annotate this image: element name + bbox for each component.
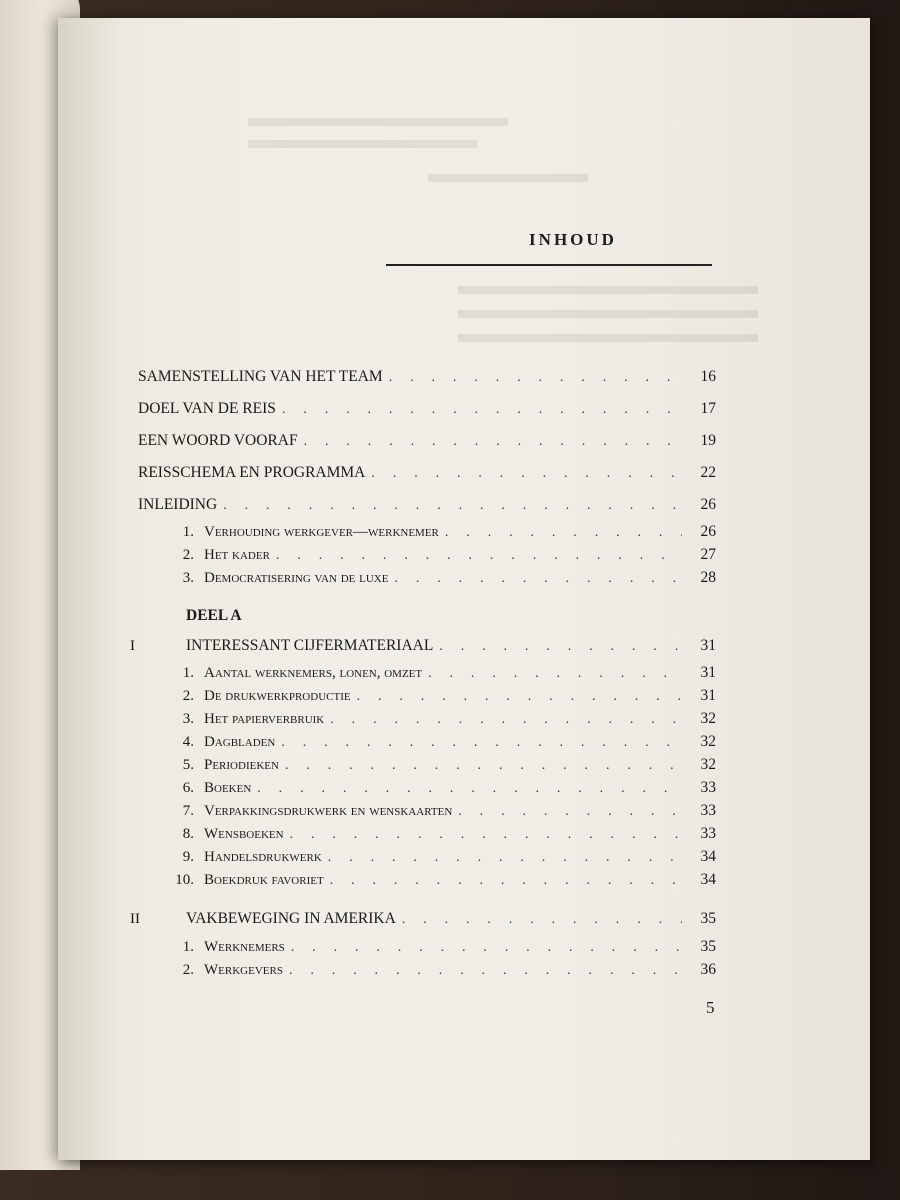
toc-subentry [168, 687, 716, 705]
toc-subentry [168, 733, 716, 751]
toc-subentry [168, 710, 716, 728]
show-through-line [248, 118, 508, 126]
heading-rule [386, 264, 712, 266]
chapter-roman: II [130, 911, 140, 927]
toc-entry-label: INLEIDING [138, 496, 218, 513]
show-through-line [458, 310, 758, 318]
leader-dots [290, 827, 682, 843]
subentry-number: 5. [182, 757, 194, 773]
subentry-number: 10. [175, 872, 194, 888]
chapter-title: INTERESSANT CIJFERMATERIAAL [186, 637, 434, 654]
subentry-number: 2. [182, 688, 194, 704]
leader-dots [394, 571, 682, 587]
subentry-label: Boeken [204, 780, 252, 796]
toc-entry-page: 22 [700, 464, 716, 481]
subentry-page: 32 [700, 710, 716, 727]
chapter-page: 31 [700, 637, 716, 654]
chapter-title: VAKBEWEGING IN AMERIKA [186, 910, 396, 927]
leader-dots [285, 758, 682, 774]
leader-dots [304, 434, 682, 450]
subentry-number: 3. [182, 711, 194, 727]
subentry-number: 7. [182, 803, 194, 819]
subentry-page: 34 [700, 848, 716, 865]
subentry-page: 35 [700, 938, 716, 955]
leader-dots [282, 402, 682, 418]
subentry-number: 3. [182, 570, 194, 586]
book-page [58, 18, 870, 1160]
toc-entry [138, 368, 716, 386]
subentry-number: 1. [182, 939, 194, 955]
subentry-label: Handelsdrukwerk [204, 849, 322, 865]
show-through-line [458, 286, 758, 294]
leader-dots [458, 804, 682, 820]
leader-dots [357, 689, 682, 705]
toc-subentry [168, 961, 716, 979]
leader-dots [257, 781, 682, 797]
leader-dots [281, 735, 682, 751]
toc-subentry [168, 871, 716, 889]
subentry-label: Werkgevers [204, 962, 283, 978]
toc-entry [138, 496, 716, 514]
leader-dots [428, 666, 682, 682]
toc-subentry [168, 779, 716, 797]
toc-entry [138, 400, 716, 418]
toc-entry-label: SAMENSTELLING VAN HET TEAM [138, 368, 383, 385]
leader-dots [291, 940, 682, 956]
leader-dots [328, 850, 682, 866]
toc-entry-label: DOEL VAN DE REIS [138, 400, 276, 417]
subentry-label: De drukwerkproductie [204, 688, 351, 704]
toc-subentry [168, 802, 716, 820]
leader-dots [371, 466, 682, 482]
subentry-page: 34 [700, 871, 716, 888]
subentry-label: Verhouding werkgever—werknemer [204, 524, 439, 540]
subentry-label: Boekdruk favoriet [204, 872, 324, 888]
show-through-line [458, 334, 758, 342]
leader-dots [402, 912, 682, 928]
toc-entry [138, 432, 716, 450]
subentry-page: 26 [700, 523, 716, 540]
leader-dots [445, 525, 682, 541]
part-heading: DEEL A [186, 607, 242, 624]
toc-subentry [168, 848, 716, 866]
leader-dots [223, 498, 682, 514]
subentry-page: 27 [700, 546, 716, 563]
subentry-number: 2. [182, 547, 194, 563]
subentry-number: 1. [182, 524, 194, 540]
chapter-entry [186, 910, 716, 928]
subentry-page: 31 [700, 687, 716, 704]
toc-subentry [168, 664, 716, 682]
toc-subentry [168, 523, 716, 541]
leader-dots [330, 873, 682, 889]
subentry-page: 33 [700, 825, 716, 842]
subentry-page: 36 [700, 961, 716, 978]
toc-entry-page: 26 [700, 496, 716, 513]
subentry-page: 33 [700, 779, 716, 796]
subentry-label: Periodieken [204, 757, 279, 773]
toc-entry-page: 19 [700, 432, 716, 449]
subentry-number: 8. [182, 826, 194, 842]
subentry-page: 32 [700, 733, 716, 750]
subentry-label: Het kader [204, 547, 270, 563]
toc-entry-page: 17 [700, 400, 716, 417]
subentry-label: Democratisering van de luxe [204, 570, 389, 586]
leader-dots [289, 963, 682, 979]
subentry-label: Verpakkingsdrukwerk en wenskaarten [204, 803, 453, 819]
subentry-number: 9. [182, 849, 194, 865]
leader-dots [439, 639, 682, 655]
show-through-line [428, 174, 588, 182]
toc-subentry [168, 546, 716, 564]
leader-dots [330, 712, 682, 728]
subentry-label: Dagbladen [204, 734, 276, 750]
toc-entry-label: EEN WOORD VOORAF [138, 432, 298, 449]
contents-heading: INHOUD [529, 230, 617, 249]
chapter-entry [186, 637, 716, 655]
subentry-page: 32 [700, 756, 716, 773]
toc-entry-label: REISSCHEMA EN PROGRAMMA [138, 464, 366, 481]
show-through-line [248, 140, 478, 148]
subentry-number: 1. [182, 665, 194, 681]
toc-subentry [168, 825, 716, 843]
toc-entry-page: 16 [700, 368, 716, 385]
subentry-number: 2. [182, 962, 194, 978]
page-number: 5 [706, 998, 715, 1017]
subentry-label: Het papierverbruik [204, 711, 325, 727]
subentry-label: Aantal werknemers, lonen, omzet [204, 665, 423, 681]
toc-subentry [168, 569, 716, 587]
toc-subentry [168, 756, 716, 774]
toc-subentry [168, 938, 716, 956]
chapter-roman: I [130, 638, 135, 654]
leader-dots [389, 370, 682, 386]
subentry-page: 31 [700, 664, 716, 681]
chapter-page: 35 [700, 910, 716, 927]
leader-dots [276, 548, 682, 564]
subentry-number: 6. [182, 780, 194, 796]
subentry-number: 4. [182, 734, 194, 750]
toc-entry [138, 464, 716, 482]
subentry-page: 28 [700, 569, 716, 586]
subentry-label: Wensboeken [204, 826, 284, 842]
subentry-page: 33 [700, 802, 716, 819]
subentry-label: Werknemers [204, 939, 285, 955]
